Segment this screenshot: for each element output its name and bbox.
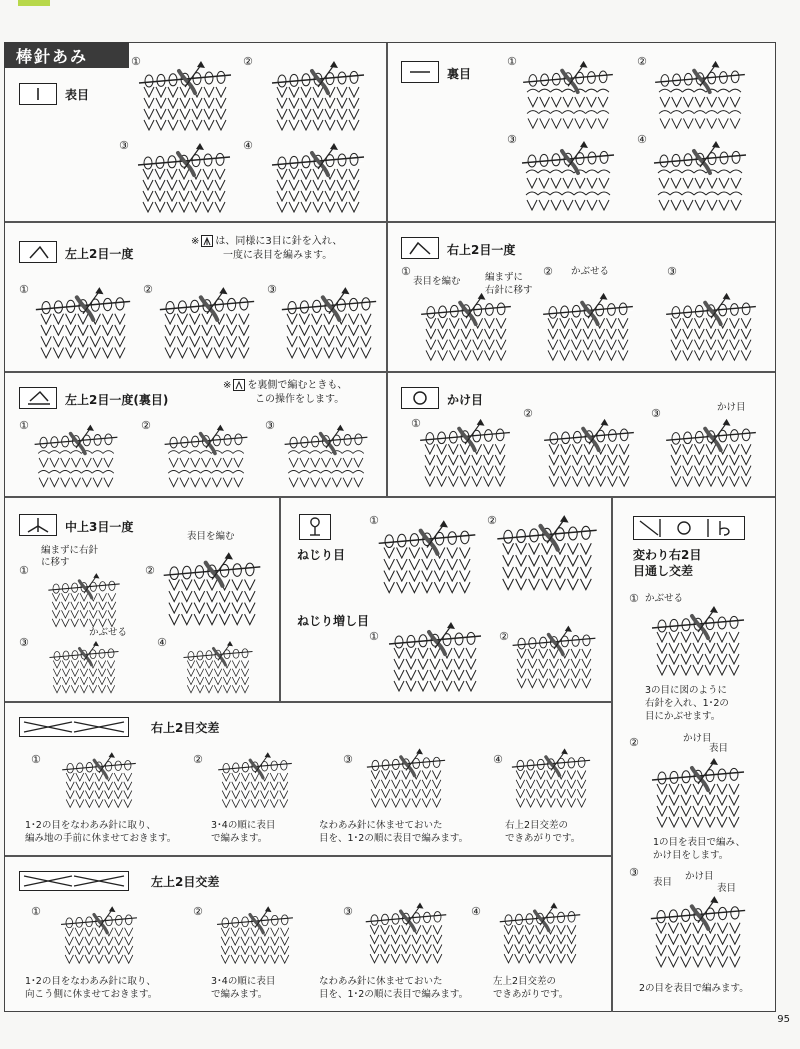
yo-title: かけ目: [447, 393, 484, 407]
twisted-inc-diagram-1: [381, 618, 489, 698]
k2tog-symbol: [19, 241, 57, 263]
p2tog-diagram-3: [271, 421, 381, 493]
ssk-diagram-2: [537, 289, 639, 367]
right-cross-caption-4: 右上2目交差の できあがりです。: [505, 820, 581, 844]
twisted-inc-diagram-2: [509, 618, 599, 698]
section-tab: 棒針あみ: [4, 42, 129, 68]
cdd-diagram-2: [157, 548, 267, 632]
right-cross-caption-3: なわあみ針に休ませておいた 目を、1･2の順に表目で編みます。: [319, 820, 469, 844]
right-cross-diagram-4: [501, 745, 601, 813]
cdd-symbol: [19, 514, 57, 536]
variant-cross-diagram-3: [637, 892, 759, 974]
right-cross-diagram-3: [351, 745, 461, 813]
yo-diagram-1: [411, 415, 519, 493]
purl-section: 裏目 ① ② ③ ④: [387, 43, 775, 221]
yo-diagram-2: [533, 415, 645, 493]
right-cross-caption-1: 1･2の目をなわあみ針に取り、 編み地の手前に休ませておきます。: [25, 820, 177, 844]
variant-cross-caption-3: 2の目を表目で編みます。: [639, 983, 749, 994]
twisted-section: ねじり目 ねじり増し目 ① ② ① ②: [281, 498, 611, 701]
knit-diagram-3: [129, 139, 239, 219]
left-cross-caption-2: 3･4の順に表目 で編みます。: [211, 976, 276, 1000]
k2tog-diagram-1: [27, 283, 139, 365]
purl-title: 裏目: [447, 67, 472, 81]
k2tog-title: 左上2目一度: [65, 247, 134, 261]
left-cross-diagram-2: [201, 903, 309, 969]
k2tog-diagram-3: [273, 283, 385, 365]
knit-symbol: [19, 83, 57, 105]
left-cross-symbol: [19, 871, 129, 891]
yo-section: かけ目 ① ② ③ かけ目: [387, 373, 775, 496]
purl-diagram-3: [513, 137, 623, 217]
right-cross-diagram-2: [201, 749, 309, 813]
left-cross-title: 左上2目交差: [151, 875, 220, 889]
left-cross-section: 左上2目交差 ① ② ③ ④ 1･2の目をなわあみ針に取り、 向こう側に休ませておきます。 3･4の順に表目 で編みます。 なわあみ針に休ませておいた 目を、1･2の順に表目で編みます。 左上2目交差の できあがりです。: [5, 857, 611, 1012]
p2tog-diagram-2: [151, 421, 261, 493]
ssk-section: 右上2目一度 ① 表目を編む 編まずに 右針に移す ② かぶせる ③: [387, 223, 775, 371]
right-cross-caption-2: 3･4の順に表目 で編みます。: [211, 820, 276, 844]
knit-diagram-1: [135, 57, 235, 137]
cdd-section: 中上3目一度 編まずに右針 に移す 表目を編む ① ② ③ かぶせる ④: [5, 498, 279, 701]
k2tog-section: 左上2目一度 ※ は、同様に3目に針を入れ、 一度に表目を編みます。 ① ② ③: [5, 223, 386, 371]
knit-title: 表目: [65, 88, 90, 102]
yo-symbol: [401, 387, 439, 409]
p2tog-section: 左上2目一度(裏目) ※ を裏側で編むときも、 この操作をします。 ① ② ③: [5, 373, 386, 496]
ssk-title: 右上2目一度: [447, 243, 516, 257]
twisted-title: ねじり目: [297, 548, 346, 562]
knit-diagram-2: [263, 57, 373, 137]
cdd-diagram-3: [31, 638, 137, 698]
variant-cross-section: 変わり右2目 目通し交差 ① かぶせる 3の目に図のように 右針を入れ、1･2の 目にかぶせます。 ② かけ目 表目 1の目を表目で編み、 かけ目をします。 ③ 表目 かけ目 表目 2の目を表目で編みます。: [613, 498, 775, 1012]
variant-cross-diagram-2: [637, 754, 759, 834]
twisted-diagram-1: [373, 516, 481, 600]
purl-diagram-2: [645, 57, 755, 135]
purl-diagram-1: [513, 57, 623, 135]
right-cross-symbol: [19, 717, 129, 737]
knit-diagram-4: [263, 139, 373, 219]
right-cross-section: 右上2目交差 ① ② ③ ④ 1･2の目をなわあみ針に取り、 編み地の手前に休ませておきます。 3･4の順に表目 で編みます。 なわあみ針に休ませておいた 目を、1･2の順に表目で編みます。 右上2目交差の できあがりです。: [5, 703, 611, 855]
p2tog-diagram-1: [21, 421, 131, 493]
right-cross-diagram-1: [45, 749, 153, 813]
left-cross-caption-4: 左上2目交差の できあがりです。: [493, 976, 569, 1000]
left-cross-caption-1: 1･2の目をなわあみ針に取り、 向こう側に休ませておきます。: [25, 976, 158, 1000]
variant-cross-symbol: [633, 516, 745, 540]
knit-section: 表目 ① ② ③ ④: [5, 43, 386, 221]
top-color-bar: [0, 0, 800, 8]
cdd-title: 中上3目一度: [65, 520, 134, 534]
variant-cross-caption-2: 1の目を表目で編み、 かけ目をします。: [653, 837, 746, 861]
left-cross-diagram-4: [485, 899, 595, 969]
right-cross-title: 右上2目交差: [151, 721, 220, 735]
ssk-symbol: [401, 237, 439, 259]
variant-cross-caption-1: 3の目に図のように 右針を入れ、1･2の 目にかぶせます。: [645, 685, 729, 722]
variant-cross-title-2: 目通し交差: [633, 564, 694, 578]
left-cross-caption-3: なわあみ針に休ませておいた 目を、1･2の順に表目で編みます。: [319, 976, 469, 1000]
p2tog-note: ※ を裏側で編むときも、 この操作をします。: [223, 380, 348, 405]
left-cross-diagram-3: [351, 899, 461, 969]
twisted-diagram-2: [493, 510, 601, 598]
page-number: 95: [777, 1014, 790, 1025]
cdd-diagram-4: [165, 638, 271, 698]
p2tog-symbol: [19, 387, 57, 409]
variant-cross-diagram-1: [637, 602, 759, 682]
ssk-diagram-3: [657, 289, 765, 367]
k2tog-note: ※ は、同様に3目に針を入れ、 一度に表目を編みます。: [191, 236, 343, 261]
k2tog-diagram-2: [151, 283, 263, 365]
twisted-symbol: [299, 514, 331, 540]
variant-cross-title-1: 変わり右2目: [633, 548, 702, 562]
purl-diagram-4: [645, 137, 755, 217]
p2tog-title: 左上2目一度(裏目): [65, 393, 169, 407]
purl-symbol: [401, 61, 439, 83]
left-cross-diagram-1: [45, 903, 153, 969]
yo-diagram-3: [657, 415, 765, 493]
knitting-chart-page: [4, 42, 776, 1012]
ssk-diagram-1: [415, 289, 517, 367]
twisted-increase-title: ねじり増し目: [297, 614, 370, 628]
cdd-diagram-1: [31, 570, 137, 632]
